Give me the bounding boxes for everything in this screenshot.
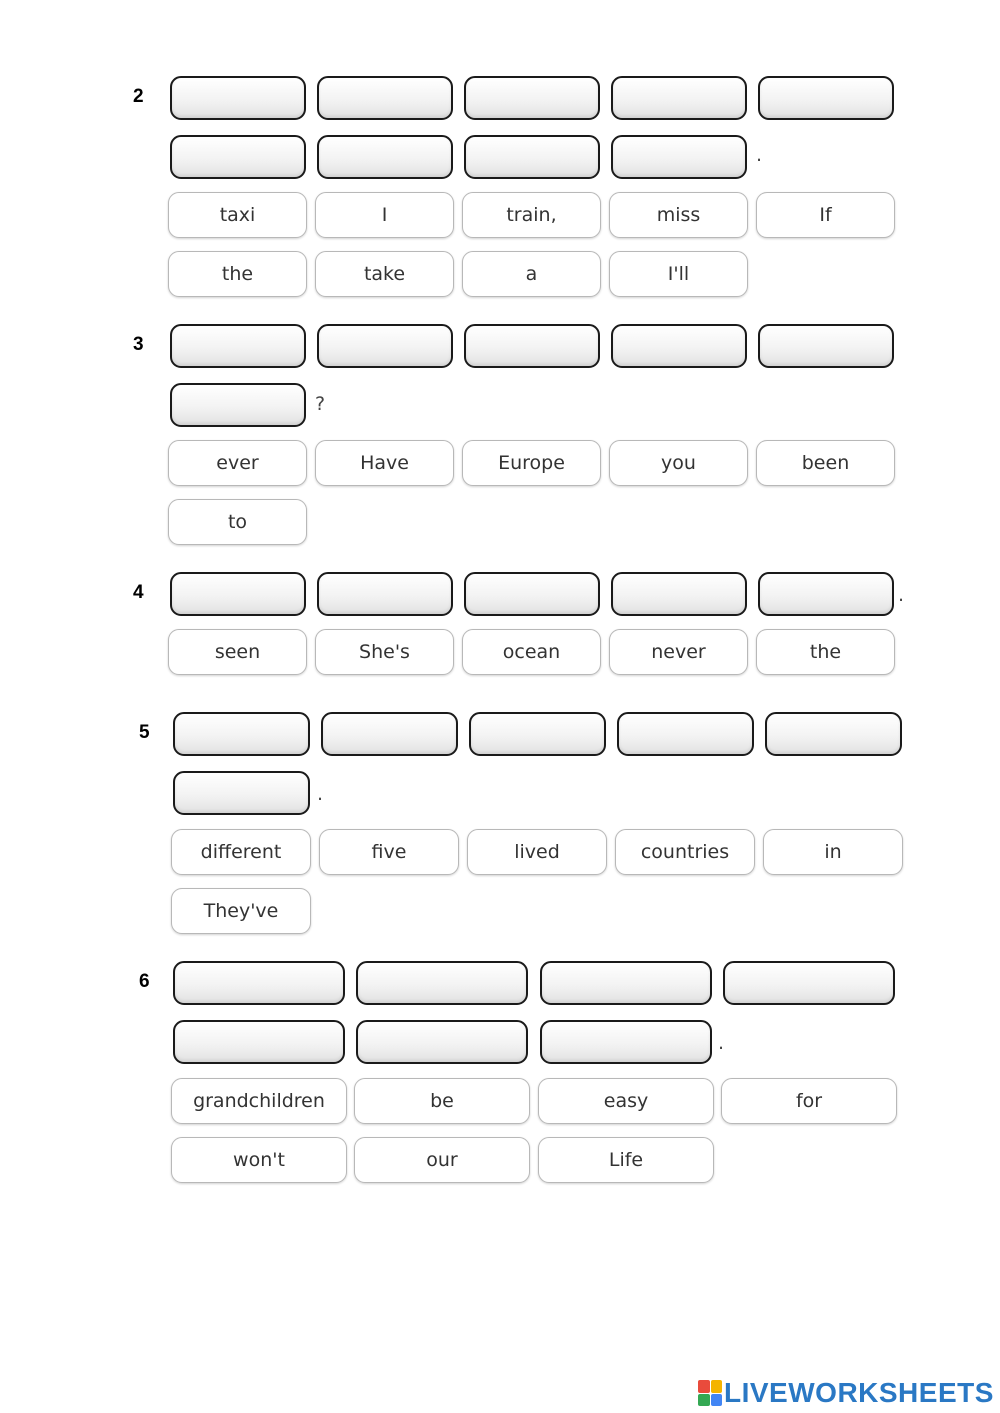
answer-slot[interactable] (173, 961, 345, 1005)
answer-slot[interactable] (317, 135, 453, 179)
word-tile[interactable]: They've (171, 888, 311, 934)
word-tile[interactable]: ocean (462, 629, 601, 675)
word-tile[interactable]: lived (467, 829, 607, 875)
answer-slot[interactable] (170, 135, 306, 179)
sentence-end-punctuation: . (898, 584, 905, 606)
word-tile[interactable]: take (315, 251, 454, 297)
sentence-end-punctuation: . (718, 1032, 725, 1054)
answer-slot[interactable] (317, 76, 453, 120)
word-tile[interactable]: a (462, 251, 601, 297)
word-tile[interactable]: ever (168, 440, 307, 486)
word-tile[interactable]: won't (171, 1137, 347, 1183)
answer-slot[interactable] (758, 572, 894, 616)
word-tile[interactable]: countries (615, 829, 755, 875)
answer-slot[interactable] (540, 1020, 712, 1064)
word-tile[interactable]: in (763, 829, 903, 875)
word-tile[interactable]: easy (538, 1078, 714, 1124)
word-tile[interactable]: five (319, 829, 459, 875)
word-tile[interactable]: If (756, 192, 895, 238)
question-number: 6 (139, 971, 150, 992)
word-tile[interactable]: never (609, 629, 748, 675)
answer-slot[interactable] (723, 961, 895, 1005)
answer-slot[interactable] (765, 712, 902, 756)
answer-slot[interactable] (170, 383, 306, 427)
brand-name: LIVEWORKSHEETS (724, 1377, 994, 1408)
word-tile[interactable]: been (756, 440, 895, 486)
answer-slot[interactable] (317, 572, 453, 616)
answer-slot[interactable] (321, 712, 458, 756)
answer-slot[interactable] (170, 324, 306, 368)
answer-slot[interactable] (173, 712, 310, 756)
answer-slot[interactable] (173, 1020, 345, 1064)
question-number: 5 (139, 722, 150, 743)
word-tile[interactable]: seen (168, 629, 307, 675)
word-tile[interactable]: for (721, 1078, 897, 1124)
word-tile[interactable]: Have (315, 440, 454, 486)
answer-slot[interactable] (611, 572, 747, 616)
question-number: 2 (133, 86, 144, 107)
sentence-end-punctuation: . (317, 783, 324, 805)
sentence-end-punctuation: . (756, 144, 763, 166)
answer-slot[interactable] (617, 712, 754, 756)
word-tile[interactable]: train, (462, 192, 601, 238)
answer-slot[interactable] (464, 572, 600, 616)
answer-slot[interactable] (317, 324, 453, 368)
word-tile[interactable]: grandchildren (171, 1078, 347, 1124)
word-tile[interactable]: the (756, 629, 895, 675)
answer-slot[interactable] (356, 961, 528, 1005)
word-tile[interactable]: to (168, 499, 307, 545)
answer-slot[interactable] (356, 1020, 528, 1064)
word-tile[interactable]: taxi (168, 192, 307, 238)
brand-logo (698, 1378, 994, 1408)
word-tile[interactable]: different (171, 829, 311, 875)
sentence-end-punctuation: ? (315, 393, 326, 415)
liveworksheets-logo-icon (698, 1380, 722, 1406)
answer-slot[interactable] (758, 324, 894, 368)
answer-slot[interactable] (464, 324, 600, 368)
question-number: 4 (133, 582, 144, 603)
word-tile[interactable]: I'll (609, 251, 748, 297)
answer-slot[interactable] (611, 324, 747, 368)
answer-slot[interactable] (464, 76, 600, 120)
word-tile[interactable]: She's (315, 629, 454, 675)
answer-slot[interactable] (170, 572, 306, 616)
question-number: 3 (133, 334, 144, 355)
word-tile[interactable]: Life (538, 1137, 714, 1183)
answer-slot[interactable] (464, 135, 600, 179)
word-tile[interactable]: our (354, 1137, 530, 1183)
answer-slot[interactable] (611, 76, 747, 120)
answer-slot[interactable] (170, 76, 306, 120)
answer-slot[interactable] (611, 135, 747, 179)
word-tile[interactable]: miss (609, 192, 748, 238)
word-tile[interactable]: you (609, 440, 748, 486)
answer-slot[interactable] (540, 961, 712, 1005)
word-tile[interactable]: I (315, 192, 454, 238)
answer-slot[interactable] (173, 771, 310, 815)
word-tile[interactable]: the (168, 251, 307, 297)
answer-slot[interactable] (758, 76, 894, 120)
answer-slot[interactable] (469, 712, 606, 756)
word-tile[interactable]: Europe (462, 440, 601, 486)
word-tile[interactable]: be (354, 1078, 530, 1124)
